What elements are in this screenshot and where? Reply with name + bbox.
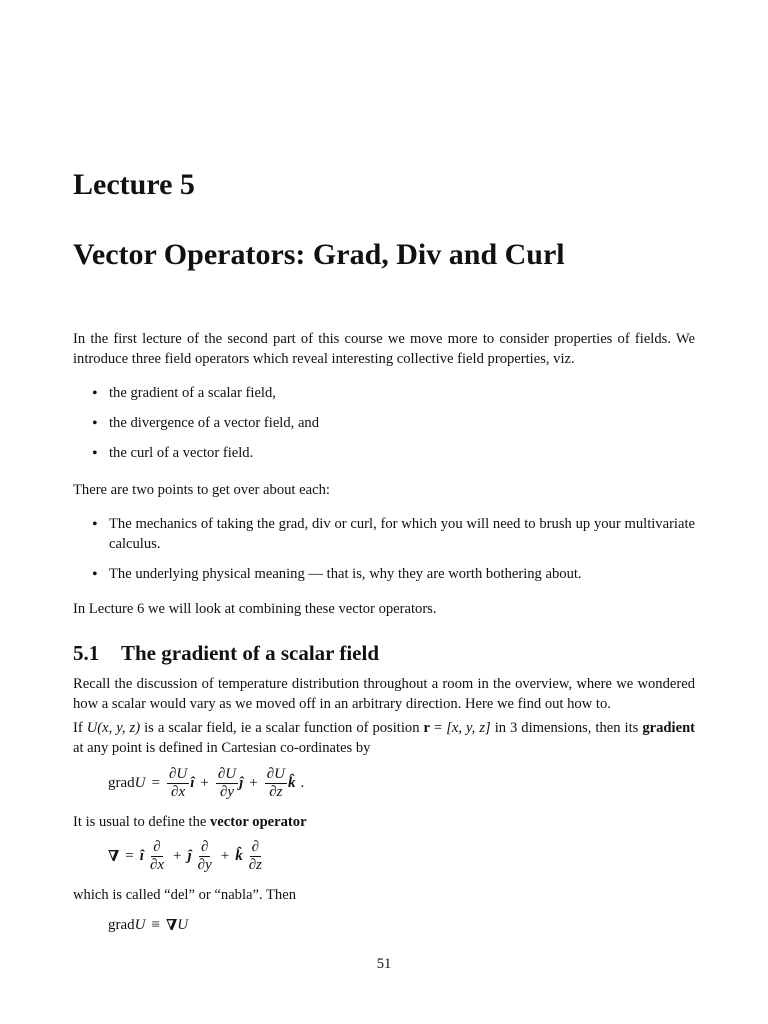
math-period: . bbox=[300, 775, 305, 791]
grad-equivalence-equation bbox=[108, 916, 188, 935]
unit-vector: k̂ bbox=[235, 848, 243, 864]
fraction: $\frac{\partial U}{\partial z}$ bbox=[266, 766, 285, 800]
text-fragment: at any point is defined in Cartesian co-ordinates by bbox=[73, 739, 371, 756]
math-equiv: ≡ bbox=[151, 917, 160, 933]
math-plus: + bbox=[173, 848, 182, 864]
points-list bbox=[73, 515, 695, 585]
fraction: $\frac{\partial}{\partial x}$ bbox=[149, 839, 165, 873]
intro-paragraph: In the first lecture of the second part of this course we move more to consider properties of fields. We introduce three field operators which reveal interesting collective field properties, viz. bbox=[73, 331, 695, 367]
math-equals: = bbox=[433, 720, 443, 736]
math-bold-r: r bbox=[423, 720, 430, 736]
gradient-equation bbox=[108, 766, 304, 801]
page-number: 51 bbox=[376, 956, 392, 972]
unit-vector: î bbox=[139, 848, 144, 864]
list-item: • The mechanics of taking the grad, div or curl, for which you will need to brush up your multivariate calculus. bbox=[73, 515, 695, 554]
operators-list bbox=[73, 384, 695, 464]
two-points-text: There are two points to get over about each: bbox=[73, 482, 330, 498]
unit-vector: î bbox=[190, 775, 195, 791]
unit-vector: k̂ bbox=[288, 775, 296, 791]
lecture6-text: In Lecture 6 we will look at combining these vector operators. bbox=[73, 601, 437, 617]
fraction: $\frac{\partial U}{\partial y}$ bbox=[217, 766, 237, 800]
list-item: • The underlying physical meaning — that is, why they are worth bothering about. bbox=[73, 565, 695, 585]
math-inline: [x, y, z] bbox=[446, 720, 491, 736]
text-fragment: in 3 dimensions, then its bbox=[494, 720, 639, 736]
text-fragment: If bbox=[73, 720, 83, 736]
math-equals: = bbox=[125, 848, 134, 864]
math-plus: + bbox=[220, 848, 230, 864]
lecture-heading: Lecture 5 bbox=[73, 168, 195, 201]
document-page bbox=[73, 0, 695, 1024]
fraction: $\frac{\partial}{\partial z}$ bbox=[248, 839, 262, 873]
unit-vector: ĵ bbox=[187, 848, 192, 864]
bold-term: gradient bbox=[642, 720, 696, 736]
recall-paragraph: Recall the discussion of temperature distribution throughout a room in the overview, where we wondered how a scalar would vary as we moved off in an arbitrary direction. Here we find out how to. bbox=[73, 676, 695, 712]
math-inline: U(x, y, z) bbox=[86, 720, 141, 736]
unit-vector: ĵ bbox=[239, 775, 244, 791]
math-equals: = bbox=[151, 775, 160, 791]
nabla-symbol: ∇ bbox=[108, 849, 120, 865]
gradient-definition bbox=[73, 719, 695, 758]
math-plus: + bbox=[249, 775, 258, 791]
list-item: • the curl of a vector field. bbox=[73, 444, 695, 464]
fraction: $\frac{\partial U}{\partial x}$ bbox=[168, 766, 188, 800]
list-item: • the gradient of a scalar field, bbox=[73, 384, 695, 404]
math-var: U bbox=[177, 917, 189, 933]
math-text: grad bbox=[108, 775, 135, 791]
math-text: grad bbox=[108, 917, 135, 933]
nabla-equation bbox=[108, 839, 265, 874]
fraction: $\frac{\partial}{\partial y}$ bbox=[197, 839, 212, 873]
section-number: 5.1 bbox=[73, 641, 100, 665]
nabla-symbol: ∇ bbox=[165, 918, 178, 934]
text-fragment: is a scalar field, ie a scalar function of position bbox=[144, 720, 420, 736]
vector-operator-text bbox=[73, 813, 695, 833]
bold-term: vector operator bbox=[210, 814, 307, 830]
list-item: • the divergence of a vector field, and bbox=[73, 414, 695, 434]
section-title: The gradient of a scalar field bbox=[121, 641, 380, 665]
del-text: which is called “del” or “nabla”. Then bbox=[73, 887, 296, 903]
text-fragment: It is usual to define the bbox=[73, 814, 207, 830]
math-var: U bbox=[134, 917, 146, 933]
section-heading bbox=[73, 639, 379, 667]
chapter-title: Vector Operators: Grad, Div and Curl bbox=[73, 238, 565, 271]
math-var: U bbox=[134, 775, 146, 791]
math-plus: + bbox=[200, 775, 209, 791]
